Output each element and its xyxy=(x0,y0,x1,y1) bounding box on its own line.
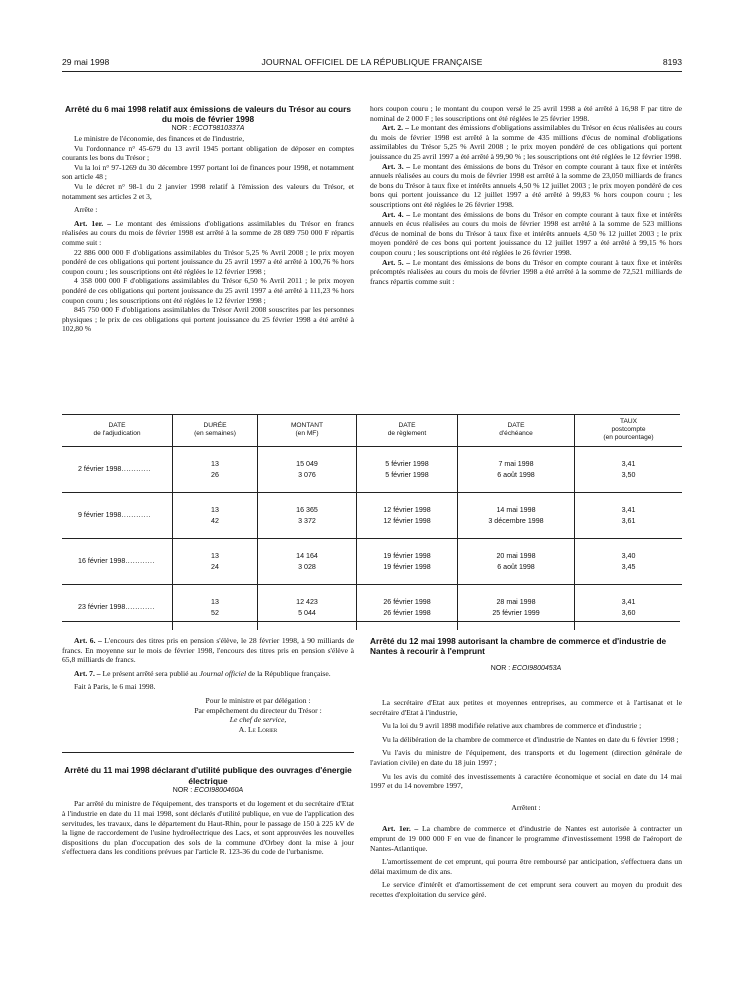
duree-value: 13 xyxy=(211,506,219,514)
duree-value: 24 xyxy=(211,562,219,571)
paragraph: Vu la délibération de la chambre de commerce et d'industrie de Nantes en date du 6 février 1998 ; xyxy=(382,734,679,744)
montant-value: 16 365 xyxy=(296,506,318,514)
duree-cell xyxy=(173,539,258,585)
reglement-value: 5 février 1998 xyxy=(385,460,429,468)
echeance-value: 3 décembre 1998 xyxy=(488,516,544,525)
taux-value: 3,41 xyxy=(621,460,636,468)
paragraph: Vu le décret n° 98-1 du 2 janvier 1998 relatif à l'émission des valeurs du Trésor, et notamment ses articles 2 et 3, xyxy=(62,181,354,201)
montant-value: 15 049 xyxy=(296,460,318,468)
taux-value: 3,60 xyxy=(621,608,636,617)
paragraph: Par arrêté du ministre de l'équipement, des transports et du logement et du secrétaire d'Etat à l'industrie en date du 11 mai 1998, sont déclarés d'utilité publique, en vue de l'application des servitudes, les travaux, dans le département du Haut-Rhin, pour le passage de 150 à 225 kV de la ligne de raccordement de l'usine hydroélectrique des Lacs, et sont approuvées les nouvelles dispositions du plan d'occupation des sols de la commune d'Orbey dont la mise à jour s'effectuera dans les conditions prévues par l'article R. 123-36 du code de l'urbanisme. xyxy=(62,799,354,857)
taux-value: 3,40 xyxy=(621,552,636,560)
echeance-value: 7 mai 1998 xyxy=(498,460,534,468)
signatory: A. Le Lorier xyxy=(238,724,278,734)
column-header: DURÉE (en semaines) xyxy=(173,414,258,447)
leader-dots: ............ xyxy=(121,465,152,474)
echeance-value: 20 mai 1998 xyxy=(496,552,536,560)
taux-value: 3,41 xyxy=(621,506,636,514)
arrete1-title: Arrêté du 6 mai 1998 relatif aux émissions de valeurs du Trésor au cours du mois de février 1998 xyxy=(65,104,351,125)
echeance-cell xyxy=(458,539,575,585)
reglement-cell xyxy=(357,585,458,631)
echeance-value: 6 août 1998 xyxy=(497,562,535,571)
paragraph: La secrétaire d'Etat aux petites et moyennes entreprises, au commerce et à l'artisanat et le secrétaire d'Etat à l'industrie, xyxy=(370,698,682,717)
duree-cell xyxy=(173,585,258,631)
article-1: Art. 1er. – La chambre de commerce et d'industrie de Nantes est autorisée à contracter un emprunt de 19 000 000 F en vue de financer le programme d'investissement 1998 de l'aéroport de Nantes-Atlantique. xyxy=(370,824,682,853)
leader-dots: ............ xyxy=(125,557,155,566)
reglement-value: 19 février 1998 xyxy=(383,552,431,560)
section-divider xyxy=(62,752,354,753)
leader-dots: ............ xyxy=(125,603,155,612)
echeance-value: 14 mai 1998 xyxy=(496,506,536,514)
arrete2-title: Arrêté du 11 mai 1998 déclarant d'utilité publique des ouvrages d'énergie électrique xyxy=(64,765,352,786)
duree-cell xyxy=(173,447,258,493)
taux-value: 3,61 xyxy=(621,516,636,525)
paragraph: 4 358 000 000 F d'obligations assimilables du Trésor 6,50 % Avril 2011 ; le prix moyen pondéré de ces obligations qui portent jouissance du 25 avril 1997 a été arrêté à 111,23 % hors coupon couru ; les souscriptions ont été réglées le 12 février 1998 ; xyxy=(62,276,354,305)
echeance-cell xyxy=(458,447,575,493)
arrete3-title: Arrêté du 12 mai 1998 autorisant la chambre de commerce et d'industrie de Nantes à recourir à l'emprunt xyxy=(370,636,667,657)
montant-value: 3 076 xyxy=(298,470,316,479)
duree-value: 13 xyxy=(211,598,219,606)
taux-cell xyxy=(575,447,683,493)
duree-value: 42 xyxy=(211,516,219,525)
nor-code: ECOI9800453A xyxy=(512,665,562,673)
column-header: DATE de règlement xyxy=(357,414,458,447)
reglement-cell xyxy=(357,493,458,539)
article-2: Art. 2. – Le montant des émissions d'obligations assimilables du Trésor en écus réalisées au cours du mois de février 1998 est arrêté à la somme de 435 millions d'écus de nominal d'obligations assimilables du Trésor 5,25 % Avril 2008 ; le prix moyen pondéré de ces obligations qui portent jouissance du 25 avril 1997 a été arrêté à 99,90 % ; les souscriptions ont été réglées le 12 février 1998. xyxy=(370,123,683,161)
leader-dots: ............ xyxy=(121,511,152,520)
montant-value: 3 028 xyxy=(298,562,316,571)
article-3: Art. 3. – Le montant des émissions de bons du Trésor en compte courant à taux fixe et intérêts annuels réalisées au cours du mois de février 1998 est arrêté à la somme de 23,050 milliards de francs de bons du Trésor à taux fixe et intérêts annuels 4,50 % 12 juillet 2003 ; le prix moyen pondéré de ces bons qui portent jouissance du 12 juillet 1997 a été arrêté à 99,83 % hors coupon couru ; les souscriptions ont été réglées le 26 février 1998. xyxy=(370,161,683,209)
table-row xyxy=(62,539,682,585)
montant-value: 5 044 xyxy=(298,608,316,617)
duree-cell xyxy=(173,493,258,539)
column-header: DATE de l'adjudication xyxy=(62,414,173,447)
arrete1-left-column xyxy=(62,104,354,334)
montant-value: 3 372 xyxy=(298,516,316,525)
paragraph: 845 750 000 F d'obligations assimilables du Trésor Avril 2008 souscrites par les personnes physiques ; le prix de ces obligations qui portent jouissance du 25 février 1998 a été arrêté à 102,80 % xyxy=(62,305,354,334)
column-header: TAUX postcompte (en pourcentage) xyxy=(575,414,683,447)
paragraph: Vu la loi du 9 avril 1898 modifiée relative aux chambres de commerce et d'industrie ; xyxy=(382,721,642,731)
article-1: Art. 1er. – Le montant des émissions d'obligations assimilables du Trésor en francs réalisées au cours du mois de février 1998 est arrêté à la somme de 28 089 750 000 F répartis comme suit : xyxy=(62,218,354,247)
echeance-value: 25 février 1999 xyxy=(492,608,540,617)
echeance-value: 6 août 1998 xyxy=(497,470,535,479)
article-6: Art. 6. – L'encours des titres pris en pension s'élève, le 28 février 1998, à 90 milliards de francs. En moyenne sur le mois de février 1998, l'encours des titres pris en pension s'élève à 65,8 milliards de francs. xyxy=(62,636,355,665)
echeance-cell xyxy=(458,585,575,631)
duree-value: 26 xyxy=(211,470,219,479)
bons-tresor-table xyxy=(62,414,682,630)
paragraph: 22 886 000 000 F d'obligations assimilables du Trésor 5,25 % Avril 2008 ; le prix moyen pondéré de ces obligations qui portent jouissance du 25 avril 1997 a été arrêté à 100,76 % hors coupon couru ; les souscriptions ont été réglées le 12 février 1998 ; xyxy=(62,247,354,276)
header-date: 29 mai 1998 xyxy=(62,57,110,67)
article-label: Art. 1er. – xyxy=(74,218,112,228)
signature-line: Le chef de service, xyxy=(229,715,287,725)
taux-value: 3,50 xyxy=(621,470,636,479)
reglement-value: 26 février 1998 xyxy=(383,608,431,617)
reglement-value: 19 février 1998 xyxy=(383,562,431,571)
article-4: Art. 4. – Le montant des émissions de bons du Trésor en compte courant à taux fixe et intérêts annuels en écus réalisées au cours du mois de février 1998 est arrêté à la somme de 523 millions d'écus de nominal de bons du Trésor à taux fixe et intérêts annuels 4,50 % 12 juillet 2003 ; le prix moyen pondéré de ces bons qui portent jouissance du 12 juillet 1997 a été arrêté à 99,15 % hors coupon couru ; les souscriptions ont été réglées le 26 février 1998. xyxy=(370,209,683,257)
montant-cell xyxy=(258,585,357,631)
montant-cell xyxy=(258,493,357,539)
reglement-value: 12 février 1998 xyxy=(383,516,431,525)
journal-title: JOURNAL OFFICIEL DE LA RÉPUBLIQUE FRANÇAISE xyxy=(261,57,483,67)
adjudication-date: 9 février 1998............ xyxy=(62,493,173,539)
table-row xyxy=(62,493,682,539)
paragraph: hors coupon couru ; le montant du coupon versé le 25 avril 1998 a été arrêté à 16,98 F par titre de nominal de 2 000 F ; les souscriptions ont été réglées le 25 février 1998. xyxy=(370,104,682,123)
reglement-cell xyxy=(357,447,458,493)
duree-value: 13 xyxy=(211,460,219,468)
page-header xyxy=(62,57,682,71)
signature-line: Pour le ministre et par délégation : xyxy=(205,695,311,705)
arrete-heading: Arrête : xyxy=(74,205,98,215)
taux-cell xyxy=(575,585,683,631)
arrete2-nor: NOR : ECOI9800460A xyxy=(172,786,244,794)
column-header: DATE d'échéance xyxy=(458,414,575,447)
article-7: Art. 7. – Le présent arrêté sera publié au Journal officiel de la République française. xyxy=(74,668,331,678)
reglement-cell xyxy=(357,539,458,585)
fait-a-paris: Fait à Paris, le 6 mai 1998. xyxy=(74,682,156,692)
paragraph: Vu l'ordonnance n° 45-679 du 13 avril 1945 portant obligation de déposer en comptes courants les bons du Trésor ; xyxy=(62,143,354,163)
header-rule xyxy=(62,71,682,72)
arrete1-right-column xyxy=(370,104,682,286)
page-number: 8193 xyxy=(662,57,682,67)
table-header-row xyxy=(62,414,682,447)
taux-value: 3,45 xyxy=(621,562,636,571)
taux-cell xyxy=(575,539,683,585)
table-row xyxy=(62,447,682,493)
nor-code: ECOT9810337A xyxy=(193,125,245,133)
adjudication-date: 16 février 1998............ xyxy=(62,539,173,585)
montant-value: 14 164 xyxy=(296,552,318,560)
article-5: Art. 5. – Le montant des émissions de bons du Trésor en compte courant à taux fixe et intérêts précomptés réalisées au cours du mois de février 1998 a été arrêté à la somme de 72,521 milliards de francs répartis comme suit : xyxy=(370,257,683,286)
taux-value: 3,41 xyxy=(621,598,636,606)
adjudication-date: 2 février 1998............ xyxy=(62,447,173,493)
nor-code: ECOI9800460A xyxy=(194,786,244,794)
paragraph: Vu l'avis du ministre de l'équipement, des transports et du logement (direction générale de l'aviation civile) en date du 18 juin 1997 ; xyxy=(370,748,682,767)
reglement-value: 12 février 1998 xyxy=(383,506,431,514)
paragraph: Vu la loi n° 97-1269 du 30 décembre 1997 portant loi de finances pour 1998, et notamment son article 48 ; xyxy=(62,162,354,182)
montant-cell xyxy=(258,539,357,585)
echeance-value: 28 mai 1998 xyxy=(496,598,536,606)
echeance-cell xyxy=(458,493,575,539)
signature-line: Par empêchement du directeur du Trésor : xyxy=(194,705,322,715)
paragraph: Le ministre de l'économie, des finances et de l'industrie, xyxy=(74,134,245,143)
arrete3-column xyxy=(370,636,682,900)
reglement-value: 5 février 1998 xyxy=(385,470,429,479)
paragraph: L'amortissement de cet emprunt, qui pourra être remboursé par anticipation, s'effectuera dans un délai maximum de dix ans. xyxy=(370,857,682,876)
column-header: MONTANT (en MF) xyxy=(258,414,357,447)
journal-officiel: Journal officiel xyxy=(199,668,247,678)
arrete1-bottom-column xyxy=(62,636,354,857)
arretent-heading: Arrêtent : xyxy=(511,802,541,812)
paragraph: Vu les avis du comité des investissements à caractère économique et social en date du 14 mai 1997 et du 14 novembre 1997, xyxy=(370,771,682,791)
montant-value: 12 423 xyxy=(296,598,318,606)
table-row xyxy=(62,585,682,631)
reglement-value: 26 février 1998 xyxy=(383,598,431,606)
arrete3-nor: NOR : ECOI9800453A xyxy=(490,665,562,673)
taux-cell xyxy=(575,493,683,539)
adjudication-date: 23 février 1998............ xyxy=(62,585,173,631)
arrete1-nor: NOR : ECOT9810337A xyxy=(171,125,245,133)
duree-value: 52 xyxy=(211,608,219,617)
duree-value: 13 xyxy=(211,552,219,560)
montant-cell xyxy=(258,447,357,493)
paragraph: Le service d'intérêt et d'amortissement de cet emprunt sera couvert au moyen du produit des recettes d'exploitation du service géré. xyxy=(370,880,682,899)
